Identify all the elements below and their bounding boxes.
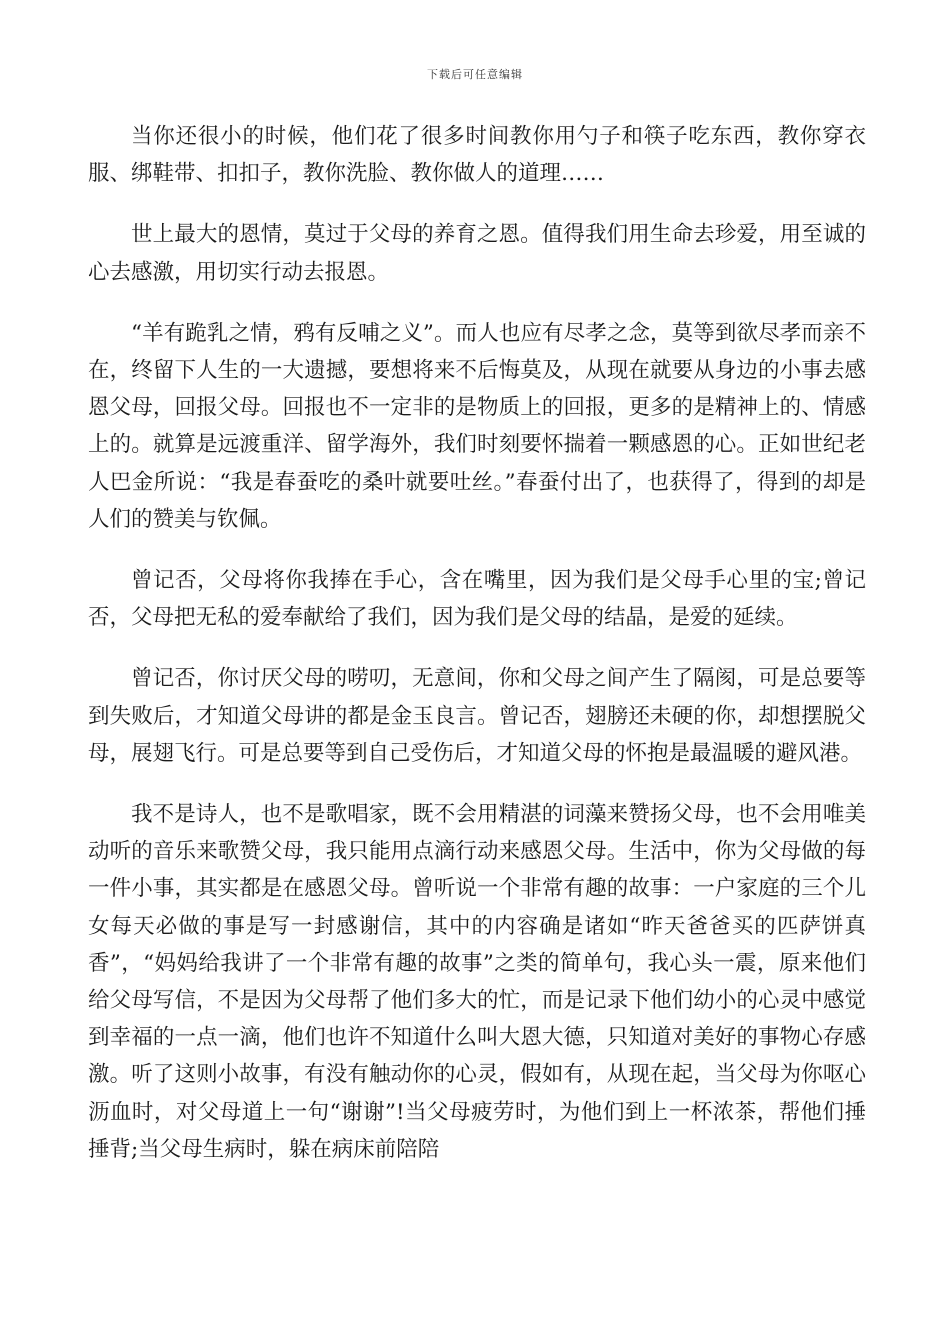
paragraph-5: 曾记否，你讨厌父母的唠叨，无意间，你和父母之间产生了隔阂，可是总要等到失败后，才知道父母讲的都是金玉良言。曾记否，翅膀还未硬的你，却想摆脱父母，展翅飞行。可是总要等到自己受伤后，才知道父母的怀抱是最温暖的避风港。 — [88, 666, 866, 766]
paragraph-1: 当你还很小的时候，他们花了很多时间教你用勺子和筷子吃东西，教你穿衣服、绑鞋带、扣扣子，教你洗脸、教你做人的道理…… — [88, 124, 866, 187]
paragraph-4: 曾记否，父母将你我捧在手心，含在嘴里，因为我们是父母手心里的宝;曾记否，父母把无私的爱奉献给了我们，因为我们是父母的结晶，是爱的延续。 — [88, 568, 866, 631]
paragraph-6: 我不是诗人，也不是歌唱家，既不会用精湛的词藻来赞扬父母，也不会用唯美动听的音乐来歌赞父母，我只能用点滴行动来感恩父母。生活中，你为父母做的每一件小事，其实都是在感恩父母。曾听说一个非常有趣的故事：一户家庭的三个儿女每天必做的事是写一封感谢信，其中的内容确是诸如“昨天爸爸买的匹萨饼真香”，“妈妈给我讲了一个非常有趣的故事”之类的简单句，我心头一震，原来他们给父母写信，不是因为父母帮了他们多大的忙，而是记录下他们幼小的心灵中感觉到幸福的一点一滴，他们也许不知道什么叫大恩大德，只知道对美好的事物心存感激。听了这则小故事，有没有触动你的心灵，假如有，从现在起，当父母为你呕心沥血时，对父母道上一句“谢谢”!当父母疲劳时，为他们到上一杯浓茶，帮他们捶捶背;当父母生病时，躲在病床前陪陪 — [88, 802, 866, 1162]
download-edit-note: 下载后可任意编辑 — [427, 68, 523, 81]
essay-body — [88, 118, 866, 1192]
paragraph-3: “羊有跪乳之情，鸦有反哺之义”。而人也应有尽孝之念，莫等到欲尽孝而亲不在，终留下人生的一大遗撼，要想将来不后悔莫及，从现在就要从身边的小事去感恩父母，回报父母。回报也不一定非的是物质上的回报，更多的是精神上的、情感上的。就算是远渡重洋、留学海外，我们时刻要怀揣着一颗感恩的心。正如世纪老人巴金所说：“我是春蚕吃的桑叶就要吐丝。”春蚕付出了，也获得了，得到的却是人们的赞美与钦佩。 — [88, 320, 866, 532]
paragraph-2: 世上最大的恩情，莫过于父母的养育之恩。值得我们用生命去珍爱，用至诚的心去感激，用切实行动去报恩。 — [88, 222, 866, 285]
